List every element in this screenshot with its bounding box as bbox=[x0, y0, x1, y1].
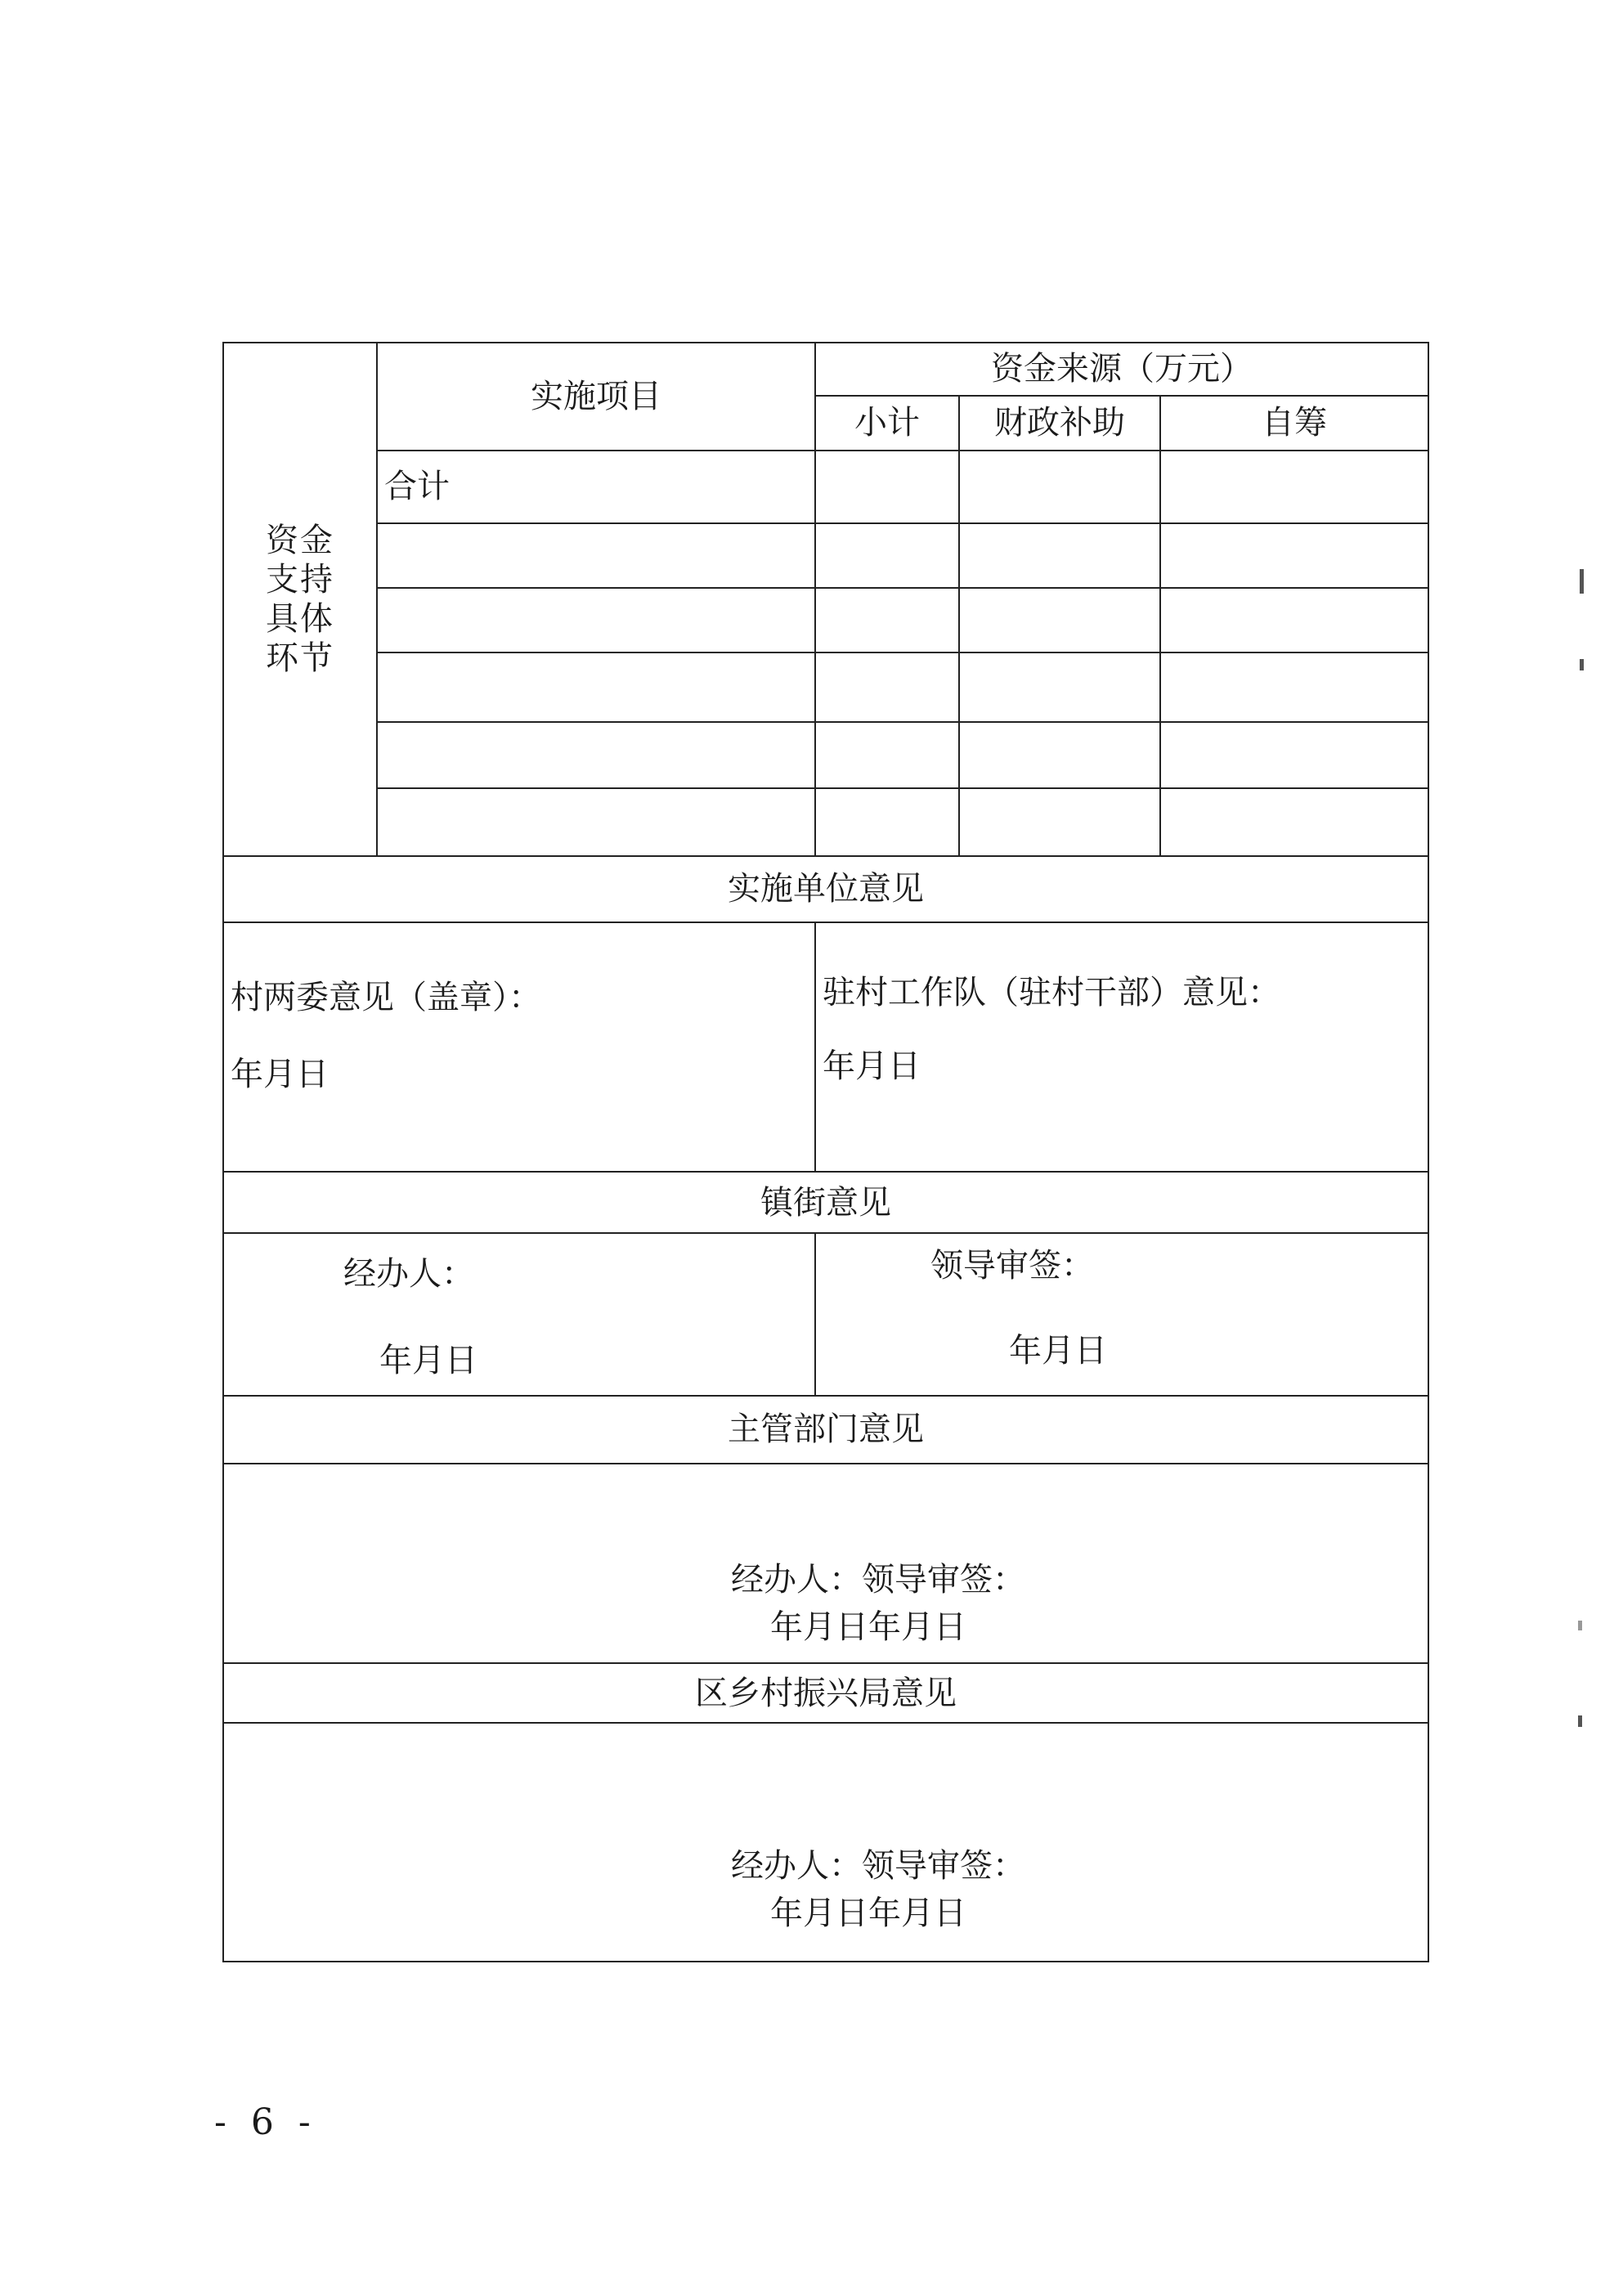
side-label-line: 具体 bbox=[266, 599, 334, 638]
town-leader-label: 领导审签： bbox=[930, 1247, 1094, 1285]
dept-date-line: 年月日年月日 bbox=[770, 1608, 966, 1646]
row-self[interactable] bbox=[1160, 652, 1428, 722]
scan-artifact bbox=[1580, 569, 1584, 594]
row-subtotal[interactable] bbox=[815, 523, 959, 588]
town-handler-cell[interactable] bbox=[223, 1233, 815, 1395]
scan-artifact bbox=[1578, 1621, 1582, 1630]
town-leader-date: 年月日 bbox=[1009, 1332, 1107, 1370]
row-project[interactable] bbox=[377, 523, 815, 588]
row-subtotal[interactable] bbox=[815, 451, 959, 523]
work-team-label: 驻村工作队（驻村干部）意见： bbox=[823, 974, 1280, 1012]
header-fund-source: 资金来源（万元） bbox=[815, 343, 1428, 396]
town-leader-cell[interactable] bbox=[815, 1233, 1428, 1395]
bureau-opinion-title: 区乡村振兴局意见 bbox=[223, 1663, 1428, 1723]
header-subtotal: 小计 bbox=[815, 396, 959, 451]
scan-artifact bbox=[1580, 659, 1584, 670]
dept-sign-line: 经办人：领导审签： bbox=[731, 1561, 1025, 1599]
town-handler-date: 年月日 bbox=[379, 1342, 477, 1380]
unit-opinion-title: 实施单位意见 bbox=[223, 856, 1428, 922]
row-fiscal[interactable] bbox=[959, 722, 1160, 788]
side-label-line: 支持 bbox=[266, 560, 334, 599]
dept-opinion-cell[interactable] bbox=[223, 1464, 1428, 1664]
header-fiscal-subsidy: 财政补助 bbox=[959, 396, 1160, 451]
village-committee-date: 年月日 bbox=[231, 1056, 329, 1094]
row-subtotal[interactable] bbox=[815, 652, 959, 722]
header-project: 实施项目 bbox=[377, 343, 815, 451]
bureau-opinion-cell[interactable] bbox=[223, 1723, 1428, 1962]
row-subtotal[interactable] bbox=[815, 788, 959, 856]
work-team-date: 年月日 bbox=[823, 1047, 921, 1086]
row-project[interactable] bbox=[377, 722, 815, 788]
row-project[interactable] bbox=[377, 588, 815, 652]
row-fiscal[interactable] bbox=[959, 652, 1160, 722]
row-fiscal[interactable] bbox=[959, 588, 1160, 652]
table-row bbox=[223, 788, 1428, 856]
row-self[interactable] bbox=[1160, 523, 1428, 588]
fund-support-label bbox=[223, 343, 377, 856]
row-fiscal[interactable] bbox=[959, 523, 1160, 588]
scan-artifact bbox=[1578, 1715, 1582, 1727]
row-fiscal[interactable] bbox=[959, 788, 1160, 856]
town-handler-label: 经办人： bbox=[343, 1255, 474, 1294]
row-self[interactable] bbox=[1160, 451, 1428, 523]
town-opinion-title: 镇街意见 bbox=[223, 1172, 1428, 1233]
row-fiscal[interactable] bbox=[959, 451, 1160, 523]
row-self[interactable] bbox=[1160, 788, 1428, 856]
side-label-line: 环节 bbox=[266, 639, 334, 677]
page-number: - 6 - bbox=[214, 2101, 317, 2143]
row-subtotal[interactable] bbox=[815, 588, 959, 652]
work-team-opinion[interactable] bbox=[815, 922, 1428, 1173]
row-self[interactable] bbox=[1160, 588, 1428, 652]
bureau-date-line: 年月日年月日 bbox=[770, 1895, 966, 1933]
fund-application-form bbox=[222, 342, 1429, 1962]
side-label-line: 资金 bbox=[266, 521, 334, 559]
header-self-raised: 自筹 bbox=[1160, 396, 1428, 451]
table-row bbox=[223, 722, 1428, 788]
table-row bbox=[223, 523, 1428, 588]
row-self[interactable] bbox=[1160, 722, 1428, 788]
table-row bbox=[223, 652, 1428, 722]
table-row bbox=[223, 451, 1428, 523]
village-committee-opinion[interactable] bbox=[223, 922, 815, 1173]
table-row bbox=[223, 588, 1428, 652]
row-project[interactable] bbox=[377, 652, 815, 722]
row-subtotal[interactable] bbox=[815, 722, 959, 788]
row-project[interactable] bbox=[377, 788, 815, 856]
bureau-sign-line: 经办人：领导审签： bbox=[731, 1847, 1025, 1886]
dept-opinion-title: 主管部门意见 bbox=[223, 1396, 1428, 1464]
row-project[interactable]: 合计 bbox=[377, 451, 815, 523]
village-committee-label: 村两委意见（盖章）： bbox=[231, 979, 541, 1017]
